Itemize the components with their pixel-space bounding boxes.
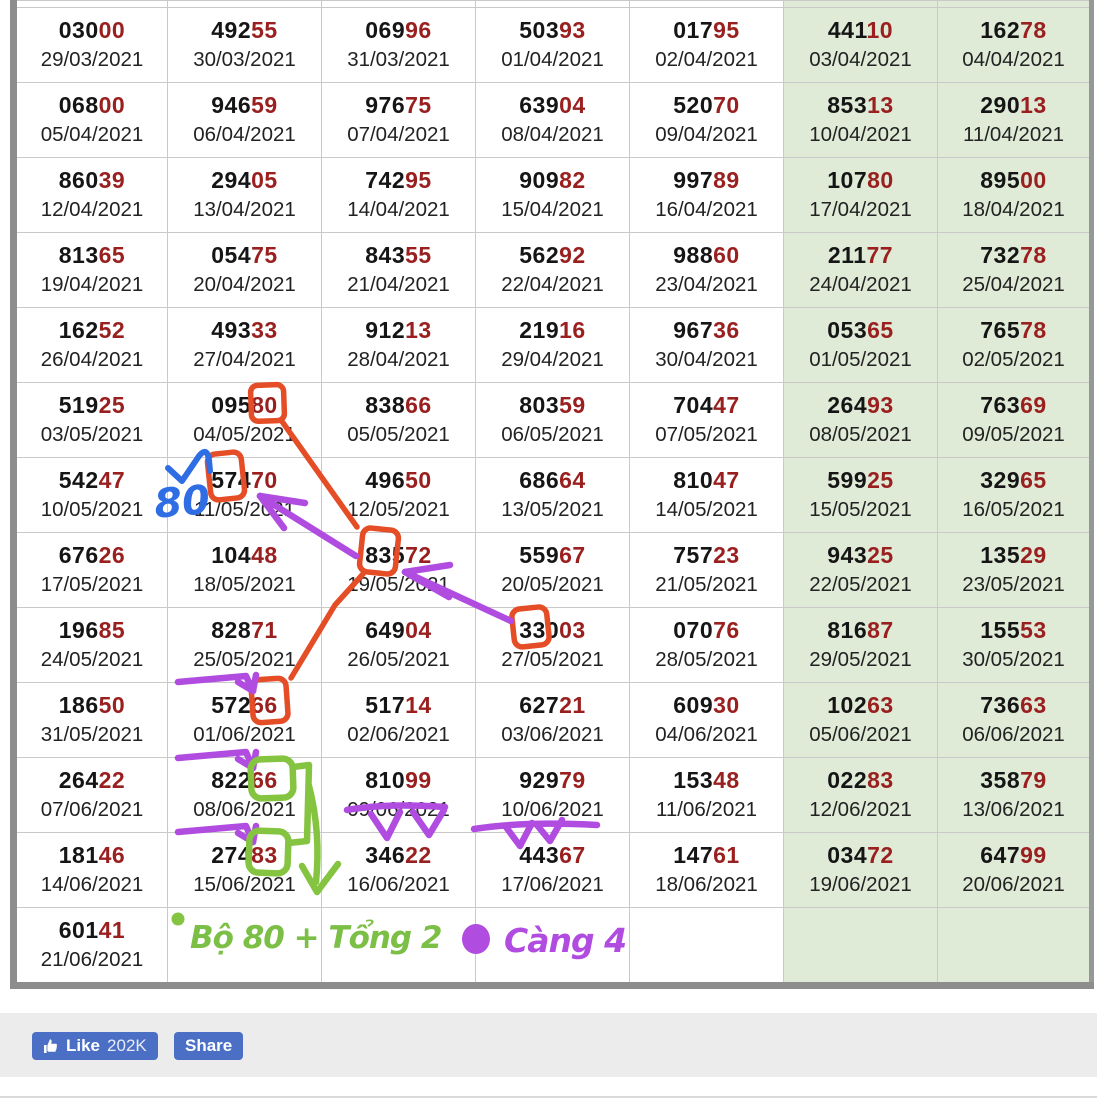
result-cell [630, 683, 784, 758]
result-number: 01795 [673, 17, 740, 43]
result-cell [14, 608, 168, 683]
result-number: 83572 [365, 542, 432, 568]
result-date: 06/05/2021 [501, 423, 604, 446]
result-date: 19/04/2021 [40, 273, 144, 296]
result-date: 19/05/2021 [347, 573, 450, 596]
result-number: 32965 [980, 467, 1047, 493]
result-date: 03/05/2021 [40, 423, 144, 446]
result-number: 62721 [519, 692, 586, 718]
result-date: 14/06/2021 [40, 873, 144, 896]
result-date: 15/04/2021 [501, 198, 604, 221]
result-date: 08/05/2021 [809, 423, 912, 446]
cutoff-cell [322, 1, 476, 8]
result-cell [14, 908, 168, 986]
result-number: 73278 [980, 242, 1047, 268]
result-number: 05365 [827, 317, 894, 343]
result-number: 14761 [673, 842, 740, 868]
cutoff-cell [784, 1, 938, 8]
result-date: 03/06/2021 [501, 723, 604, 746]
result-date: 07/05/2021 [655, 423, 758, 446]
result-date: 01/06/2021 [193, 723, 296, 746]
result-number: 15553 [980, 617, 1047, 643]
result-number: 06800 [58, 92, 126, 118]
result-number: 67626 [58, 542, 126, 568]
result-cell [322, 8, 476, 83]
result-cell [476, 158, 630, 233]
result-date: 05/06/2021 [809, 723, 912, 746]
result-date: 08/04/2021 [501, 123, 604, 146]
result-cell [476, 233, 630, 308]
result-date: 18/05/2021 [193, 573, 296, 596]
result-date: 17/05/2021 [40, 573, 144, 596]
result-number: 49255 [211, 17, 278, 43]
result-cell [322, 608, 476, 683]
result-number: 52070 [673, 92, 740, 118]
result-number: 89500 [980, 167, 1047, 193]
result-number: 75723 [673, 542, 740, 568]
result-cell [938, 683, 1092, 758]
result-date: 21/04/2021 [347, 273, 450, 296]
like-button-label: Like [66, 1036, 101, 1055]
result-cell [938, 233, 1092, 308]
result-number: 44367 [519, 842, 586, 868]
result-date: 14/05/2021 [655, 498, 758, 521]
cutoff-cell [168, 1, 322, 8]
result-cell [168, 683, 322, 758]
result-cell [784, 158, 938, 233]
facebook-bar [0, 1013, 1097, 1077]
cutoff-cell [630, 1, 784, 8]
result-number: 21916 [519, 317, 586, 343]
result-date: 30/03/2021 [193, 48, 296, 71]
result-number: 03472 [827, 842, 894, 868]
result-cell [322, 908, 476, 986]
cutoff-cell [476, 1, 630, 8]
result-row [14, 908, 1092, 986]
result-cell [322, 533, 476, 608]
result-date: 12/04/2021 [40, 198, 144, 221]
result-cell [630, 158, 784, 233]
result-date: 04/04/2021 [962, 48, 1065, 71]
result-number: 81687 [827, 617, 894, 643]
result-number: 81099 [365, 767, 432, 793]
result-cell [938, 608, 1092, 683]
results-table [10, 0, 1094, 989]
green-note-text: Bộ 80 + Tổng 2 [190, 920, 442, 956]
result-cell [14, 8, 168, 83]
result-cell [784, 233, 938, 308]
result-date: 15/05/2021 [809, 498, 912, 521]
result-row [14, 608, 1092, 683]
blue-note-text: 80 [152, 477, 212, 528]
result-number: 84355 [365, 242, 432, 268]
result-date: 09/06/2021 [347, 798, 450, 821]
result-cell [476, 608, 630, 683]
result-number: 92979 [519, 767, 586, 793]
result-date: 11/05/2021 [193, 498, 296, 521]
result-cell [476, 908, 630, 986]
result-number: 09580 [211, 392, 278, 418]
result-number: 26493 [827, 392, 894, 418]
result-number: 10448 [211, 542, 278, 568]
result-number: 82266 [211, 767, 278, 793]
result-cell [938, 908, 1092, 986]
result-date: 19/06/2021 [809, 873, 912, 896]
result-row [14, 83, 1092, 158]
result-cell [168, 383, 322, 458]
result-number: 19685 [58, 617, 126, 643]
result-date: 16/04/2021 [655, 198, 758, 221]
result-number: 13529 [980, 542, 1047, 568]
result-cell [168, 608, 322, 683]
result-date: 30/04/2021 [655, 348, 758, 371]
result-number: 54247 [58, 467, 126, 493]
result-number: 64799 [980, 842, 1047, 868]
result-number: 16278 [980, 17, 1047, 43]
result-cell [14, 833, 168, 908]
result-number: 81365 [58, 242, 126, 268]
result-cell [476, 383, 630, 458]
result-number: 18146 [58, 842, 126, 868]
result-cell [14, 158, 168, 233]
result-cell [938, 383, 1092, 458]
result-cell [630, 533, 784, 608]
result-row [14, 158, 1092, 233]
result-row [14, 458, 1092, 533]
result-date: 10/05/2021 [40, 498, 144, 521]
result-cell [784, 683, 938, 758]
result-number: 29013 [980, 92, 1047, 118]
facebook-like-button[interactable] [32, 1032, 158, 1060]
result-number: 10263 [827, 692, 894, 718]
result-number: 02283 [827, 767, 894, 793]
result-cell [14, 458, 168, 533]
result-cell [476, 833, 630, 908]
result-number: 27483 [211, 842, 278, 868]
result-number: 85313 [827, 92, 894, 118]
result-cell [784, 308, 938, 383]
result-number: 51714 [365, 692, 432, 718]
result-date: 02/06/2021 [347, 723, 450, 746]
result-cell [168, 308, 322, 383]
result-cell [476, 683, 630, 758]
result-number: 76369 [980, 392, 1047, 418]
result-date: 16/05/2021 [962, 498, 1065, 521]
result-date: 09/05/2021 [962, 423, 1065, 446]
result-date: 13/05/2021 [501, 498, 604, 521]
result-cell [938, 83, 1092, 158]
result-cell [784, 8, 938, 83]
result-cell [14, 233, 168, 308]
result-number: 68664 [519, 467, 586, 493]
result-date: 21/05/2021 [655, 573, 758, 596]
result-cell [168, 83, 322, 158]
result-date: 18/06/2021 [655, 873, 758, 896]
thumbs-up-icon [43, 1038, 59, 1054]
result-date: 10/04/2021 [809, 123, 912, 146]
result-number: 82871 [211, 617, 278, 643]
result-number: 03000 [58, 17, 126, 43]
result-date: 25/05/2021 [193, 648, 296, 671]
result-number: 63904 [519, 92, 586, 118]
result-number: 50393 [519, 17, 586, 43]
result-date: 20/05/2021 [501, 573, 604, 596]
result-number: 16252 [58, 317, 126, 343]
result-cell [476, 83, 630, 158]
result-cell [938, 308, 1092, 383]
result-date: 07/06/2021 [40, 798, 144, 821]
cutoff-cell [938, 1, 1092, 8]
result-number: 80359 [519, 392, 586, 418]
purple-note-text: Càng 4 [504, 921, 627, 960]
result-number: 94325 [827, 542, 894, 568]
result-number: 33003 [519, 617, 586, 643]
result-cell [476, 758, 630, 833]
result-number: 60141 [58, 917, 126, 943]
result-number: 55967 [519, 542, 586, 568]
result-number: 57266 [211, 692, 278, 718]
result-date: 23/04/2021 [655, 273, 758, 296]
result-number: 06996 [365, 17, 432, 43]
result-number: 15348 [673, 767, 740, 793]
result-date: 02/04/2021 [655, 48, 758, 71]
result-date: 28/05/2021 [655, 648, 758, 671]
result-date: 26/05/2021 [347, 648, 450, 671]
result-cell [14, 683, 168, 758]
result-cell [630, 908, 784, 986]
result-cell [476, 308, 630, 383]
result-date: 01/05/2021 [809, 348, 912, 371]
result-cell [784, 533, 938, 608]
result-cell [322, 308, 476, 383]
result-cell [14, 383, 168, 458]
result-cell [630, 608, 784, 683]
cutoff-cell [14, 1, 168, 8]
result-cell [168, 8, 322, 83]
result-cell [168, 758, 322, 833]
result-number: 18650 [58, 692, 126, 718]
like-count: 202K [107, 1036, 147, 1055]
result-cell [784, 458, 938, 533]
result-date: 23/05/2021 [962, 573, 1065, 596]
result-cell [938, 158, 1092, 233]
result-cell [938, 833, 1092, 908]
result-date: 22/05/2021 [809, 573, 912, 596]
result-cell [168, 533, 322, 608]
result-number: 91213 [365, 317, 432, 343]
result-row [14, 383, 1092, 458]
result-number: 35879 [980, 767, 1047, 793]
result-date: 08/06/2021 [193, 798, 296, 821]
result-cell [938, 533, 1092, 608]
result-cell [168, 158, 322, 233]
result-cell [322, 683, 476, 758]
result-cell [784, 758, 938, 833]
result-cell [630, 233, 784, 308]
result-cell [630, 8, 784, 83]
result-number: 73663 [980, 692, 1047, 718]
result-date: 11/04/2021 [962, 123, 1065, 146]
result-date: 24/04/2021 [809, 273, 912, 296]
result-date: 11/06/2021 [655, 798, 758, 821]
result-cell [938, 758, 1092, 833]
result-date: 28/04/2021 [347, 348, 450, 371]
result-date: 05/04/2021 [40, 123, 144, 146]
result-date: 25/04/2021 [962, 273, 1065, 296]
result-number: 51925 [58, 392, 126, 418]
result-row [14, 833, 1092, 908]
result-date: 20/04/2021 [193, 273, 296, 296]
result-number: 96736 [673, 317, 740, 343]
result-number: 94659 [211, 92, 278, 118]
result-row [14, 533, 1092, 608]
bottom-divider [0, 1096, 1097, 1098]
result-row [14, 233, 1092, 308]
result-cell [322, 383, 476, 458]
result-number: 44110 [827, 17, 894, 43]
result-cell [630, 758, 784, 833]
result-cell [938, 458, 1092, 533]
result-date: 24/05/2021 [40, 648, 144, 671]
result-number: 76578 [980, 317, 1047, 343]
result-number: 98860 [673, 242, 740, 268]
result-cell [168, 458, 322, 533]
result-number: 90982 [519, 167, 586, 193]
result-date: 02/05/2021 [962, 348, 1065, 371]
result-number: 05475 [211, 242, 278, 268]
result-date: 20/06/2021 [962, 873, 1065, 896]
result-cell [476, 8, 630, 83]
result-date: 13/06/2021 [962, 798, 1065, 821]
result-cell [14, 758, 168, 833]
result-number: 81047 [673, 467, 740, 493]
result-cell [322, 83, 476, 158]
result-date: 06/06/2021 [962, 723, 1065, 746]
result-date: 07/04/2021 [347, 123, 450, 146]
result-number: 59925 [827, 467, 894, 493]
result-date: 27/05/2021 [501, 648, 604, 671]
result-cell [14, 83, 168, 158]
result-date: 30/05/2021 [962, 648, 1065, 671]
result-number: 10780 [827, 167, 894, 193]
result-date: 12/06/2021 [809, 798, 912, 821]
result-date: 15/06/2021 [193, 873, 296, 896]
result-date: 22/04/2021 [501, 273, 604, 296]
result-number: 49650 [365, 467, 432, 493]
result-cell [322, 233, 476, 308]
result-date: 04/06/2021 [655, 723, 758, 746]
result-date: 10/06/2021 [501, 798, 604, 821]
result-cell [322, 758, 476, 833]
result-cell [784, 608, 938, 683]
result-number: 97675 [365, 92, 432, 118]
result-cell [784, 833, 938, 908]
result-row [14, 758, 1092, 833]
result-number: 26422 [58, 767, 126, 793]
result-date: 06/04/2021 [193, 123, 296, 146]
result-date: 16/06/2021 [347, 873, 450, 896]
result-number: 29405 [211, 167, 278, 193]
result-date: 05/05/2021 [347, 423, 450, 446]
result-row [14, 683, 1092, 758]
result-number: 56292 [519, 242, 586, 268]
result-date: 31/03/2021 [347, 48, 450, 71]
result-row [14, 308, 1092, 383]
result-cell [168, 833, 322, 908]
result-date: 12/05/2021 [347, 498, 450, 521]
result-date: 04/05/2021 [193, 423, 296, 446]
result-date: 03/04/2021 [809, 48, 912, 71]
result-cell [630, 383, 784, 458]
result-cell [784, 908, 938, 986]
result-cell [476, 458, 630, 533]
result-number: 70447 [673, 392, 740, 418]
result-date: 29/05/2021 [809, 648, 912, 671]
result-number: 07076 [673, 617, 740, 643]
result-date: 29/03/2021 [40, 48, 144, 71]
result-date: 09/04/2021 [655, 123, 758, 146]
result-number: 74295 [365, 167, 432, 193]
result-cell [630, 833, 784, 908]
result-date: 31/05/2021 [40, 723, 144, 746]
result-cell [784, 383, 938, 458]
result-cell [168, 908, 322, 986]
result-cell [784, 83, 938, 158]
result-cell [168, 233, 322, 308]
result-number: 34622 [365, 842, 432, 868]
result-number: 49333 [211, 317, 278, 343]
result-number: 57470 [211, 467, 278, 493]
result-date: 21/06/2021 [40, 948, 144, 971]
result-cell [630, 458, 784, 533]
result-date: 29/04/2021 [501, 348, 604, 371]
facebook-share-button[interactable] [174, 1032, 243, 1060]
result-date: 27/04/2021 [193, 348, 296, 371]
result-cell [322, 833, 476, 908]
result-date: 18/04/2021 [962, 198, 1065, 221]
result-number: 64904 [365, 617, 432, 643]
result-date: 17/06/2021 [501, 873, 604, 896]
result-cell [476, 533, 630, 608]
result-number: 86039 [58, 167, 126, 193]
result-date: 14/04/2021 [347, 198, 450, 221]
cutoff-row [14, 1, 1092, 8]
result-cell [630, 83, 784, 158]
result-cell [630, 308, 784, 383]
result-number: 21177 [827, 242, 894, 268]
result-cell [938, 8, 1092, 83]
result-number: 83866 [365, 392, 432, 418]
result-cell [14, 308, 168, 383]
result-date: 01/04/2021 [501, 48, 604, 71]
result-date: 26/04/2021 [40, 348, 144, 371]
result-number: 60930 [673, 692, 740, 718]
result-cell [322, 458, 476, 533]
result-number: 99789 [673, 167, 740, 193]
result-date: 13/04/2021 [193, 198, 296, 221]
result-date: 17/04/2021 [809, 198, 912, 221]
result-cell [322, 158, 476, 233]
results-table-body [14, 1, 1092, 986]
result-row [14, 8, 1092, 83]
result-cell [14, 533, 168, 608]
share-button-label: Share [185, 1036, 233, 1055]
